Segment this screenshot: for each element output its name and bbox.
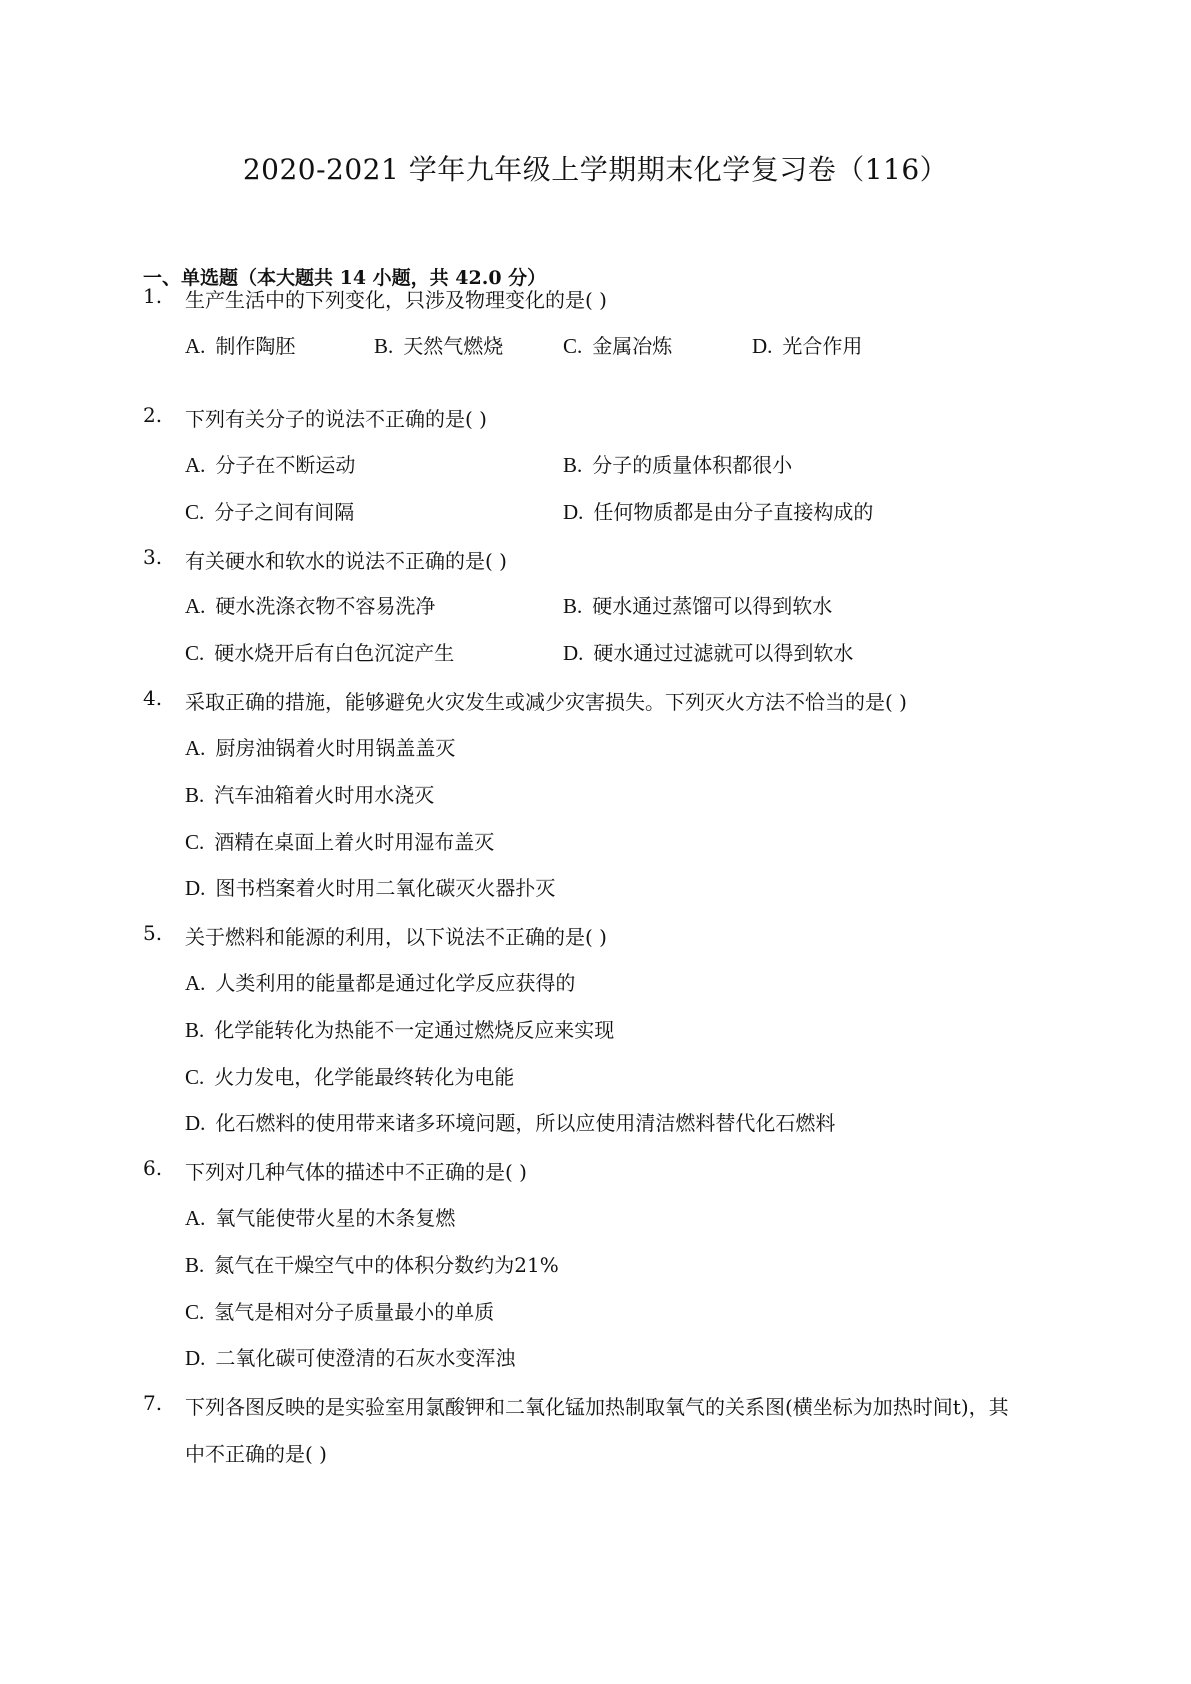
- option-a: [185, 330, 295, 359]
- option-letter: C.: [185, 1300, 205, 1324]
- option-c: [185, 637, 454, 666]
- option-text: 制作陶胚: [215, 334, 296, 358]
- exam-title: 2020-2021 学年九年级上学期期末化学复习卷（116）: [242, 153, 949, 186]
- option-letter: A.: [185, 1206, 206, 1230]
- option-letter: B.: [563, 594, 583, 618]
- option-letter: A.: [185, 594, 206, 618]
- question-number: 2.: [143, 403, 163, 427]
- option-a: [185, 449, 355, 478]
- option-text: 汽车油箱着火时用水浇灭: [214, 783, 435, 807]
- option-letter: A.: [185, 334, 206, 358]
- option-letter: D.: [563, 500, 584, 524]
- option-a: [185, 1202, 455, 1231]
- option-letter: C.: [185, 830, 205, 854]
- option-d: [185, 872, 555, 901]
- question-number: 5.: [143, 921, 163, 945]
- question-text: 生产生活中的下列变化，只涉及物理变化的是( ): [185, 288, 607, 312]
- option-text: 人类利用的能量都是通过化学反应获得的: [215, 971, 576, 995]
- option-letter: B.: [185, 783, 205, 807]
- option-letter: D.: [185, 1111, 206, 1135]
- option-text: 化石燃料的使用带来诸多环境问题，所以应使用清洁燃料替代化石燃料: [215, 1111, 836, 1135]
- option-letter: D.: [185, 876, 206, 900]
- option-b: [185, 779, 434, 808]
- option-d: [752, 330, 862, 359]
- option-b: [185, 1014, 614, 1043]
- option-b: [185, 1249, 559, 1278]
- option-letter: D.: [563, 641, 584, 665]
- option-letter: B.: [185, 1018, 205, 1042]
- option-letter: C.: [563, 334, 583, 358]
- option-letter: B.: [185, 1253, 205, 1277]
- option-letter: A.: [185, 971, 206, 995]
- option-letter: D.: [752, 334, 773, 358]
- section-heading: 一、单选题（本大题共 14 小题，共 42.0 分）: [143, 267, 547, 289]
- option-text: 金属冶炼: [592, 334, 673, 358]
- question-text: 下列各图反映的是实验室用氯酸钾和二氧化锰加热制取氧气的关系图(横坐标为加热时间t)，其: [185, 1395, 1009, 1419]
- question-text: 下列有关分子的说法不正确的是( ): [185, 407, 487, 431]
- option-letter: B.: [374, 334, 394, 358]
- question-text-line2: 中不正确的是( ): [185, 1442, 327, 1466]
- question-number: 3.: [143, 545, 163, 569]
- option-text: 酒精在桌面上着火时用湿布盖灭: [214, 830, 495, 854]
- question-number: 7.: [143, 1391, 163, 1415]
- option-text: 光合作用: [782, 334, 863, 358]
- option-letter: C.: [185, 641, 205, 665]
- question-text: 关于燃料和能源的利用，以下说法不正确的是( ): [185, 925, 607, 949]
- question-text: 有关硬水和软水的说法不正确的是( ): [185, 549, 507, 573]
- option-text: 硬水洗涤衣物不容易洗净: [215, 594, 436, 618]
- option-letter: A.: [185, 736, 206, 760]
- option-text: 任何物质都是由分子直接构成的: [593, 500, 874, 524]
- option-c: [185, 1296, 494, 1325]
- option-text: 氢气是相对分子质量最小的单质: [214, 1300, 495, 1324]
- option-text: 硬水通过过滤就可以得到软水: [593, 641, 854, 665]
- option-c: [185, 826, 494, 855]
- option-text: 火力发电，化学能最终转化为电能: [214, 1065, 515, 1089]
- option-letter: B.: [563, 453, 583, 477]
- option-text: 厨房油锅着火时用锅盖盖灭: [215, 736, 456, 760]
- option-d: [563, 637, 853, 666]
- option-text: 图书档案着火时用二氧化碳灭火器扑灭: [215, 876, 556, 900]
- option-b: [563, 449, 792, 478]
- option-c: [185, 1061, 514, 1090]
- option-a: [185, 590, 435, 619]
- option-d: [563, 496, 873, 525]
- option-text: 二氧化碳可使澄清的石灰水变浑浊: [215, 1346, 516, 1370]
- option-d: [185, 1107, 835, 1136]
- question-number: 1.: [143, 284, 163, 308]
- question-number: 6.: [143, 1156, 163, 1180]
- option-text: 硬水烧开后有白色沉淀产生: [214, 641, 455, 665]
- option-text: 化学能转化为热能不一定通过燃烧反应来实现: [214, 1018, 615, 1042]
- option-text: 氧气能使带火星的木条复燃: [215, 1206, 456, 1230]
- option-text: 分子在不断运动: [215, 453, 356, 477]
- question-text: 采取正确的措施，能够避免火灾发生或减少灾害损失。下列灭火方法不恰当的是( ): [185, 690, 907, 714]
- option-letter: C.: [185, 1065, 205, 1089]
- option-b: [563, 590, 832, 619]
- option-letter: C.: [185, 500, 205, 524]
- option-text: 分子之间有间隔: [214, 500, 355, 524]
- option-b: [374, 330, 503, 359]
- question-text: 下列对几种气体的描述中不正确的是( ): [185, 1160, 527, 1184]
- option-letter: D.: [185, 1346, 206, 1370]
- option-letter: A.: [185, 453, 206, 477]
- option-a: [185, 967, 575, 996]
- option-d: [185, 1342, 515, 1371]
- option-a: [185, 732, 455, 761]
- question-number: 4.: [143, 686, 163, 710]
- option-c: [563, 330, 672, 359]
- option-text: 天然气燃烧: [403, 334, 504, 358]
- option-text: 氮气在干燥空气中的体积分数约为21%: [214, 1253, 559, 1277]
- option-c: [185, 496, 354, 525]
- option-text: 分子的质量体积都很小: [592, 453, 793, 477]
- option-text: 硬水通过蒸馏可以得到软水: [592, 594, 833, 618]
